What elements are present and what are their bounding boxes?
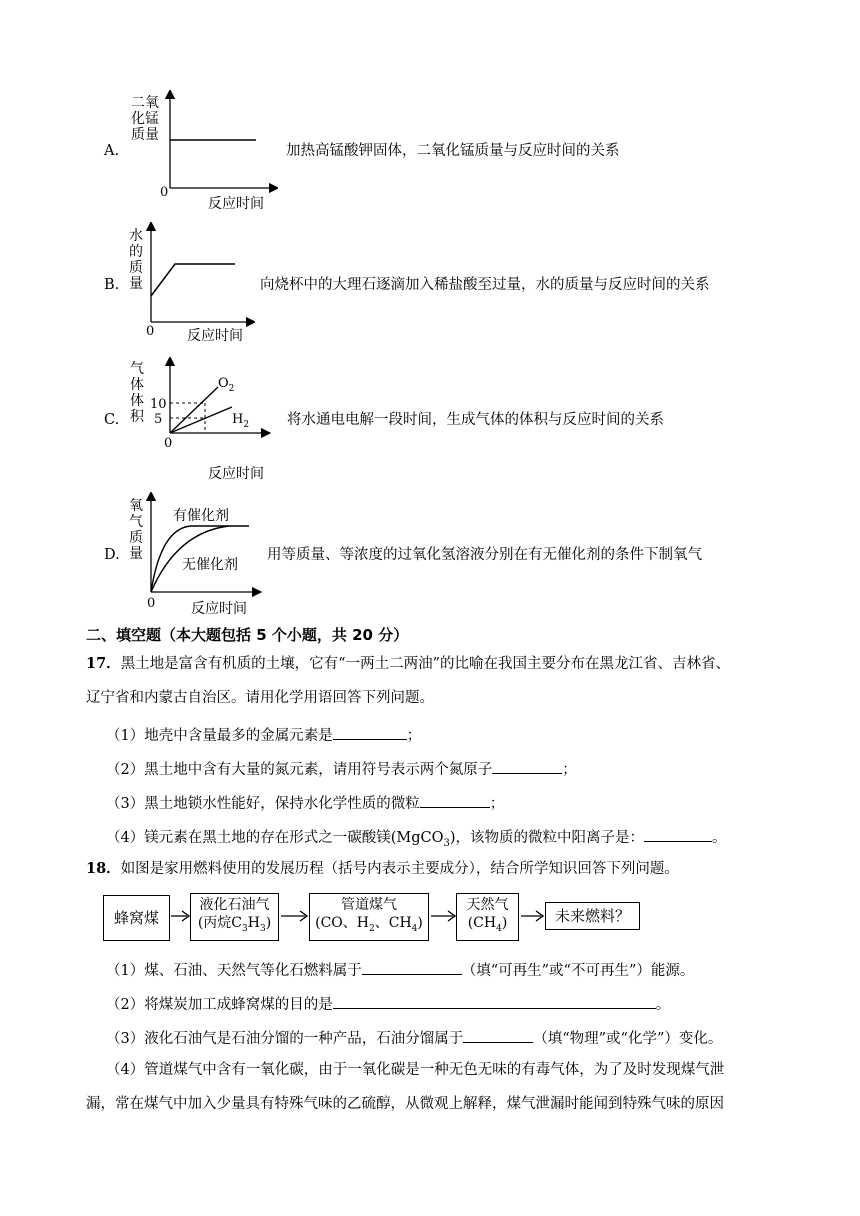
flow-arrow-2 <box>280 909 308 923</box>
flow-box-honeycomb-coal: 蜂窝煤 <box>103 895 170 941</box>
q17-number: 17． <box>86 655 121 672</box>
flow-box-pipeline-gas: 管道煤气 (CO、$H_2$、$CH_4$) <box>309 893 429 941</box>
xlabel: 反应时间 <box>191 601 247 617</box>
option-b-graph <box>125 222 255 347</box>
q17-blank3[interactable] <box>420 791 490 808</box>
curve-line <box>151 264 235 296</box>
ylabel-line3: 质 <box>129 530 143 546</box>
q18-blank3[interactable] <box>463 1026 533 1043</box>
xlabel: 反应时间 <box>208 196 264 212</box>
q18-sub3: （3）液化石油气是石油分馏的一种产品，石油分馏属于 （填“物理”或“化学”）变化。 <box>106 1026 722 1049</box>
ylabel-line1: 氧 <box>129 498 143 514</box>
q18-sub1: （1）煤、石油、天然气等化石燃料属于 （填“可再生”或“不可再生”）能源。 <box>106 958 694 981</box>
ylabel-line2: 的 <box>129 244 143 260</box>
ylabel-line1: 二氧 <box>131 95 159 111</box>
origin-label: 0 <box>164 436 173 451</box>
ytick-10: 10 <box>150 397 167 412</box>
q18-blank1[interactable] <box>362 958 462 975</box>
no-catalyst-label: 无催化剂 <box>182 557 238 573</box>
ylabel-line4: 量 <box>129 276 143 292</box>
q17-blank2[interactable] <box>492 757 562 774</box>
q18-sub4-line2: 漏，常在煤气中加入少量具有特殊气味的乙硫醇，从微观上解释，煤气泄漏时能闻到特殊气味的原因 <box>86 1096 724 1112</box>
ylabel-line2: 化锰 <box>131 111 159 127</box>
o2-label: $O_2$ <box>218 376 235 394</box>
option-d-graph <box>125 492 265 619</box>
h2-label: $H_2$ <box>232 412 250 430</box>
option-c-label: C. <box>104 412 120 428</box>
option-d-desc: 用等质量、等浓度的过氧化氢溶液分别在有无催化剂的条件下制氧气 <box>267 547 702 563</box>
flow-box-lpg: 液化石油气 (丙烷$C_3H_3$) <box>190 893 279 941</box>
q18-sub2: （2）将煤炭加工成蜂窝煤的目的是 。 <box>106 992 670 1015</box>
q17-sub4: （4）镁元素在黑土地的存在形式之一碳酸镁(MgCO$_3$)，该物质的微粒中阳离子是： 。 <box>106 825 727 854</box>
q18-sub4-line1: （4）管道煤气中含有一氧化碳，由于一氧化碳是一种无色无味的有毒气体，为了及时发现煤气泄 <box>106 1062 725 1078</box>
xlabel: 反应时间 <box>187 328 243 344</box>
origin-label: 0 <box>160 185 169 200</box>
origin-label: 0 <box>147 596 156 611</box>
option-b-label: B. <box>104 277 120 293</box>
ylabel-line3: 质 <box>129 260 143 276</box>
origin-label: 0 <box>146 324 155 339</box>
flow-arrow-4 <box>520 909 544 923</box>
q17-blank4[interactable] <box>644 825 712 842</box>
flow-arrow-3 <box>430 909 456 923</box>
option-a-label: A. <box>104 143 120 159</box>
q18-blank2[interactable] <box>333 992 656 1009</box>
ylabel-line1: 气 <box>130 361 144 377</box>
option-a-graph <box>128 90 278 215</box>
q17-intro-line2: 辽宁省和内蒙古自治区。请用化学用语回答下列问题。 <box>86 690 434 706</box>
ylabel-line2: 体 <box>130 377 144 393</box>
option-a-desc: 加热高锰酸钾固体，二氧化锰质量与反应时间的关系 <box>286 143 620 159</box>
q18-intro: 18．如图是家用燃料使用的发展历程（括号内表示主要成分），结合所学知识回答下列问题。 <box>86 860 679 877</box>
h2-line <box>170 407 232 433</box>
section-title: 二、填空题（本大题包括 5 个小题，共 20 分） <box>86 626 409 644</box>
q17-sub2: （2）黑土地中含有大量的氮元素，请用符号表示两个氮原子 ； <box>106 757 577 780</box>
q17-sub1: （1）地壳中含量最多的金属元素是 ； <box>106 723 421 746</box>
q17-blank1[interactable] <box>333 723 407 740</box>
flow-box-natural-gas: 天然气 $(CH_4)$ <box>456 893 519 941</box>
flow-box-future-fuel: 未来燃料？ <box>545 902 640 930</box>
option-c-desc: 将水通电电解一段时间，生成气体的体积与反应时间的关系 <box>287 412 664 428</box>
catalyst-label: 有催化剂 <box>173 508 229 524</box>
q18-number: 18． <box>86 860 121 877</box>
ylabel-line4: 量 <box>129 546 143 562</box>
option-b-desc: 向烧杯中的大理石逐滴加入稀盐酸至过量，水的质量与反应时间的关系 <box>260 277 710 293</box>
ylabel-line1: 水 <box>129 228 143 244</box>
ylabel-line2: 气 <box>129 514 143 530</box>
q17-intro-line1: 17．黑土地是富含有机质的土壤，它有“一两土二两油”的比喻在我国主要分布在黑龙江省、吉林省、 <box>86 655 731 672</box>
ylabel-line4: 积 <box>130 409 144 425</box>
ylabel-line3: 体 <box>130 393 144 409</box>
option-d-label: D. <box>104 547 120 563</box>
q17-sub3: （3）黑土地锁水性能好，保持水化学性质的微粒 ； <box>106 791 504 814</box>
flow-arrow-1 <box>170 909 190 923</box>
ylabel-line3: 质量 <box>131 127 159 143</box>
option-c-graph <box>128 357 278 483</box>
xlabel: 反应时间 <box>208 466 264 482</box>
ytick-5: 5 <box>154 412 163 427</box>
o2-line <box>170 387 218 433</box>
